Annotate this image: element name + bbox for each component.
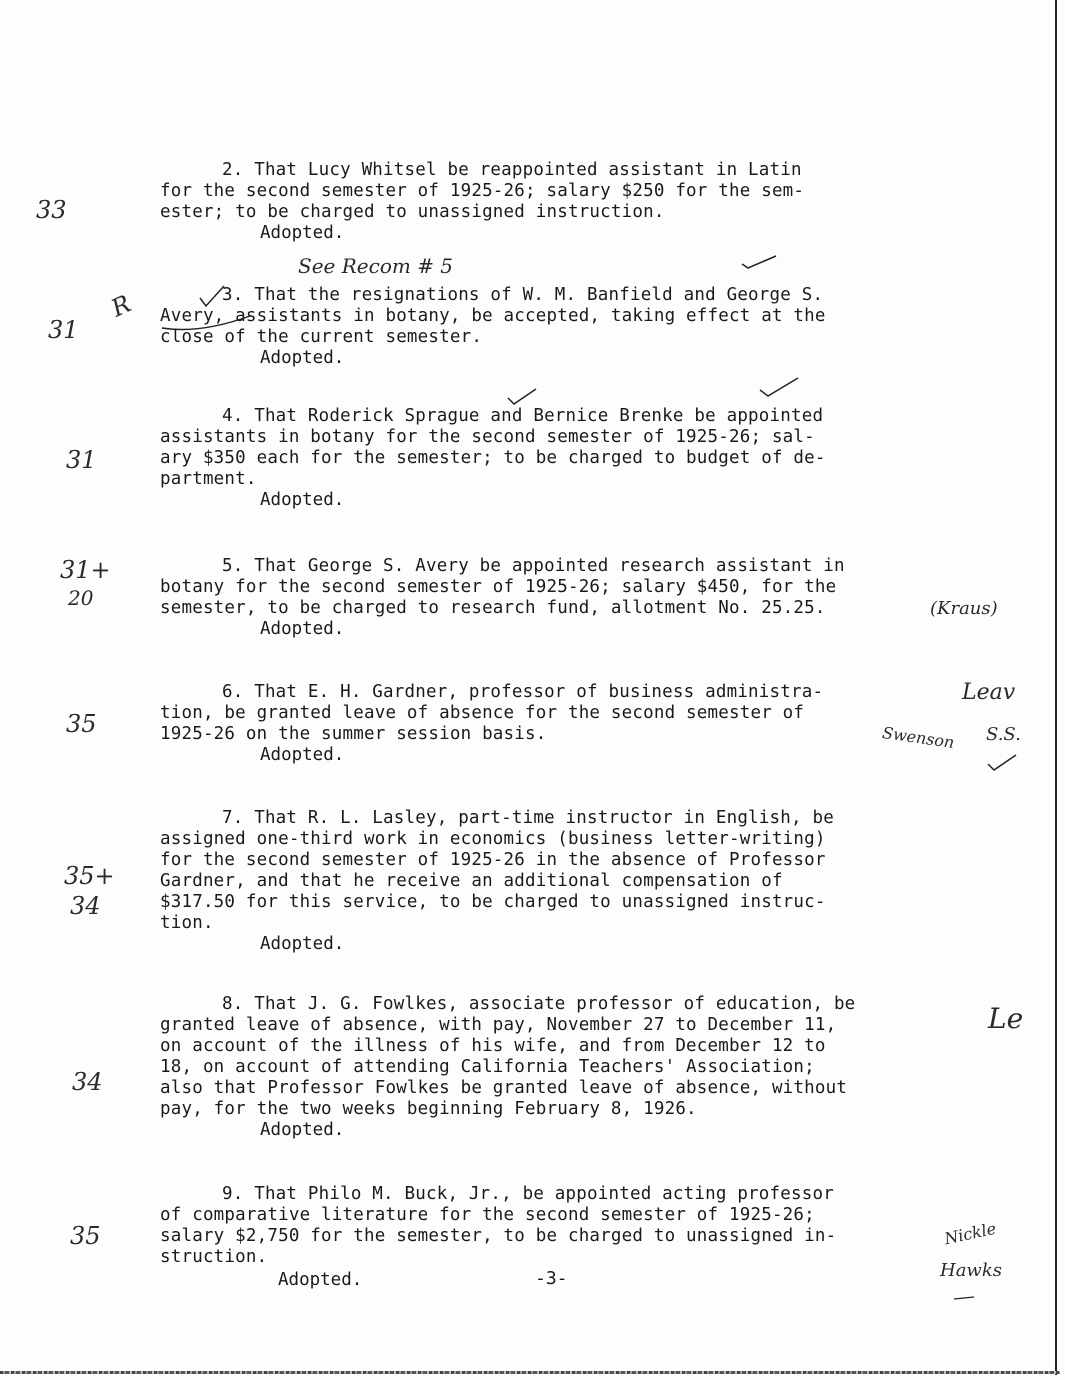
checkmark-icon [506,386,540,408]
recommendation-item-2 [160,160,960,244]
handwritten-margin-number: 33 [36,196,67,224]
recommendation-item-6 [160,682,960,766]
page-edge-bottom [0,1371,1060,1374]
handwritten-kraus-note: (Kraus) [930,598,998,619]
page-edge-right [1055,0,1057,1375]
item-line: assigned one-third work in economics (business letter-writing) [160,829,826,849]
handwritten-nickle-note: Nickle [942,1218,998,1249]
item-line: 5. That George S. Avery be appointed research assistant in [222,556,845,576]
handwritten-margin-number: 35 [70,1222,101,1250]
item-line: tion. [160,913,214,933]
handwritten-r-mark: R [106,289,136,323]
adopted-status: Adopted. [260,490,345,510]
checkmark-icon [758,374,802,400]
item-line: 3. That the resignations of W. M. Banfield and George S. [222,285,824,305]
item-line: 18, on account of attending California Teachers' Association; [160,1057,815,1077]
item-line: 7. That R. L. Lasley, part-time instructor in English, be [222,808,834,828]
item-line: close of the current semester. [160,327,483,347]
adopted-status: Adopted. [260,223,345,243]
item-line: partment. [160,469,257,489]
item-line: 1925-26 on the summer session basis. [160,724,547,744]
underline-mark-icon [952,1294,976,1302]
checkmark-icon [986,752,1020,774]
strikethrough-mark-icon [160,312,254,336]
page-number: -3- [535,1268,568,1289]
recommendation-item-4 [160,406,960,511]
handwritten-leav-note: Leav [962,680,1016,705]
handwritten-margin-number: 20 [68,586,94,610]
item-line: ester; to be charged to unassigned instruction. [160,202,665,222]
item-line: botany for the second semester of 1925-26; salary $450, for the [160,577,837,597]
handwritten-le-note: Le [988,1002,1024,1035]
handwritten-margin-number: 35 [66,710,97,738]
item-line: 8. That J. G. Fowlkes, associate professor of education, be [222,994,856,1014]
handwritten-margin-number: 34 [70,892,101,920]
item-line: of comparative literature for the second semester of 1925-26; [160,1205,815,1225]
item-line: assistants in botany for the second semester of 1925-26; sal- [160,427,815,447]
item-line: granted leave of absence, with pay, November 27 to December 11, [160,1015,837,1035]
item-line: on account of the illness of his wife, and from December 12 to [160,1036,826,1056]
handwritten-margin-number: 31 [48,316,79,344]
item-line: for the second semester of 1925-26 in the absence of Professor [160,850,826,870]
adopted-status: Adopted. [260,934,345,954]
adopted-status: Adopted. [260,745,345,765]
adopted-status: Adopted. [260,348,345,368]
item-line: for the second semester of 1925-26; salary $250 for the sem- [160,181,805,201]
handwritten-margin-number: 35+ [64,862,115,890]
recommendation-item-7 [160,808,960,955]
item-line: 2. That Lucy Whitsel be reappointed assistant in Latin [222,160,802,180]
item-line: $317.50 for this service, to be charged to unassigned instruc- [160,892,826,912]
handwritten-margin-number: 31+ [60,556,111,584]
adopted-status: Adopted. [260,619,345,639]
item-line: also that Professor Fowlkes be granted leave of absence, without [160,1078,848,1098]
adopted-status: Adopted. [278,1270,363,1290]
handwritten-margin-number: 31 [66,446,97,474]
adopted-status: Adopted. [260,1120,345,1140]
handwritten-ss-note: S.S. [986,724,1021,745]
item-line: Gardner, and that he receive an additional compensation of [160,871,783,891]
handwritten-hawks-note: Hawks [940,1260,1002,1281]
handwritten-margin-number: 34 [72,1068,103,1096]
item-line: tion, be granted leave of absence for the second semester of [160,703,805,723]
checkmark-icon [740,252,780,272]
item-line: semester, to be charged to research fund, allotment No. 25.25. [160,598,826,618]
item-line: 4. That Roderick Sprague and Bernice Brenke be appointed [222,406,824,426]
item-line: pay, for the two weeks beginning February 8, 1926. [160,1099,697,1119]
item-line: 9. That Philo M. Buck, Jr., be appointed acting professor [222,1184,834,1204]
item-line: 6. That E. H. Gardner, professor of business administra- [222,682,824,702]
checkmark-icon [198,282,228,310]
recommendation-item-8 [160,994,960,1141]
item-line: ary $350 each for the semester; to be charged to budget of de- [160,448,826,468]
recommendation-item-9 [160,1184,960,1268]
item-line: Avery, assistants in botany, be accepted, taking effect at the [160,306,826,326]
recommendation-item-3 [160,285,960,369]
handwritten-swenson-note: Swenson [881,723,956,752]
item-line: struction. [160,1247,268,1267]
recommendation-item-5 [160,556,960,640]
handwritten-see-recom-note: See Recom # 5 [298,254,454,278]
item-line: salary $2,750 for the semester, to be charged to unassigned in- [160,1226,837,1246]
